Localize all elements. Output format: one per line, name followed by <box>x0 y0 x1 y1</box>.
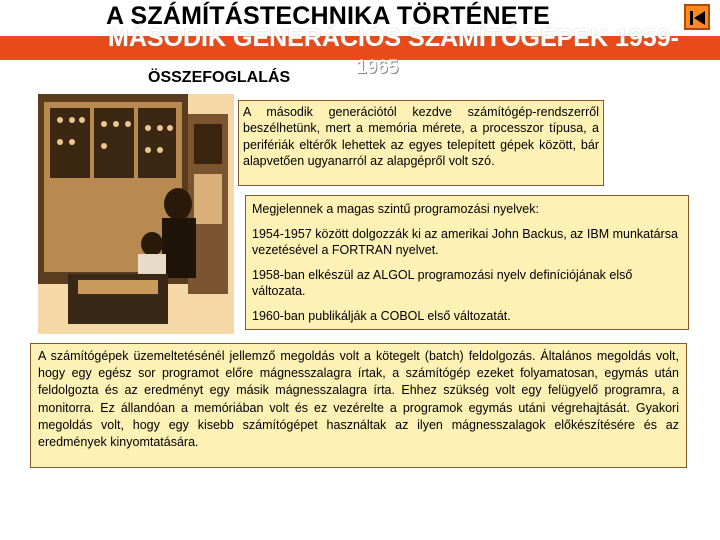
languages-heading: Megjelennek a magas szintű programozási nyelvek: <box>252 202 539 216</box>
skip-to-start-icon <box>689 9 707 27</box>
back-to-start-button[interactable] <box>684 4 710 30</box>
batch-processing-paragraph: A számítógépek üzemeltetésénél jellemző megoldás volt a kötegelt (batch) feldolgozás. Általános megoldás volt, hogy egy egész sor programot előre mágnesszalagra írtak, a számítógép ezeket folyamatosan, egymás után feldolgozta és az eredményt egy másik mágnesszalagra írta. Ehhez szükség volt egy felügyelő programra, a monitorra. Ez állandóan a memóriában volt és ez vezérelte a programok egymás utáni végrehajtását. Gyakori megoldás volt, hogy egy kisebb számítógépet használtak az ilyen mágnesszalagok előkészítésére és az eredmények kinyomtatására. <box>30 343 687 468</box>
section-label: ÖSSZEFOGLALÁS <box>148 69 291 86</box>
slide-subtitle: MÁSODIK GENERÁCIÓS SZÁMÍTÓGÉPEK 1959- <box>108 24 679 52</box>
intro-paragraph: A második generációtól kezdve számítógép-rendszerről beszélhetünk, mert a memória mérete, a processzor típusa, a perifériák eltérők lehettek az egyes telepített gépek között, bár alapvetően ugyanarról az alapgépről volt szó. <box>238 100 604 186</box>
historic-computer-photo <box>38 94 234 334</box>
fortran-paragraph: 1954-1957 között dolgozzák ki az amerikai John Backus, az IBM munkatársa vezetésével a FORTRAN nyelvet. <box>252 227 678 257</box>
page-title: A SZÁMÍTÁSTECHNIKA TÖRTÉNETE <box>106 2 551 30</box>
languages-box <box>245 195 689 330</box>
algol-paragraph: 1958-ban elkészül az ALGOL programozási nyelv definíciójának első változata. <box>252 268 633 298</box>
cobol-paragraph: 1960-ban publikálják a COBOL első változatát. <box>252 309 511 323</box>
slide-subtitle-years: 1965 <box>356 57 399 78</box>
